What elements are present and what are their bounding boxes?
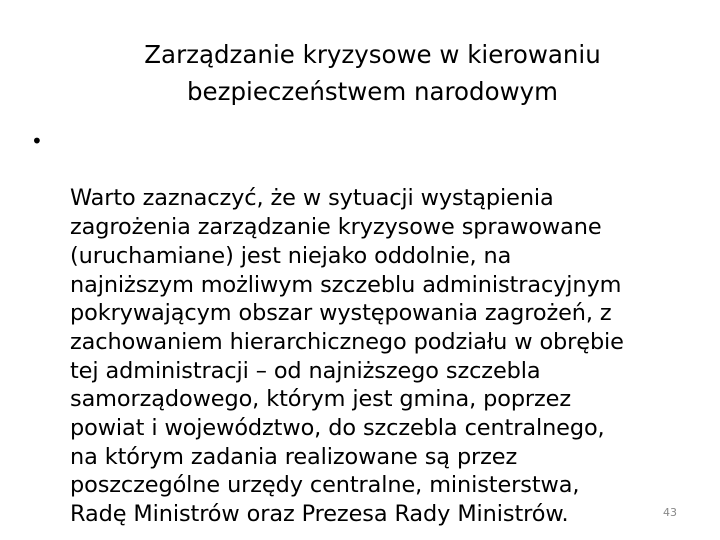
bullet-text: Warto zaznaczyć, że w sytuacji wystąpienia zagrożenia zarządzanie kryzysowe sprawowane (uruchamiane) jest niejako oddolnie, na najniższym możliwym szczeblu administracyjnym pokrywającym obszar występowania zagrożeń, z zachowaniem hierarchicznego podziału w obrębie tej administracji – od najniższego szczebla samorządowego, którym jest gmina, poprzez powiat i województwo, do szczebla centralnego, na którym zadania realizowane są przez poszczególne urzędy centralne, ministerstwa, Radę Ministrów oraz Prezesa Rady Ministrów. (70, 185, 624, 528)
bullet-list (28, 127, 698, 529)
slide-title: Zarządzanie kryzysowe w kierowaniu bezpieczeństwem narodowym (144, 40, 601, 106)
bullet-dot-icon: • (31, 129, 43, 153)
bullet-item (28, 127, 698, 529)
page-number: 43 (663, 506, 677, 519)
